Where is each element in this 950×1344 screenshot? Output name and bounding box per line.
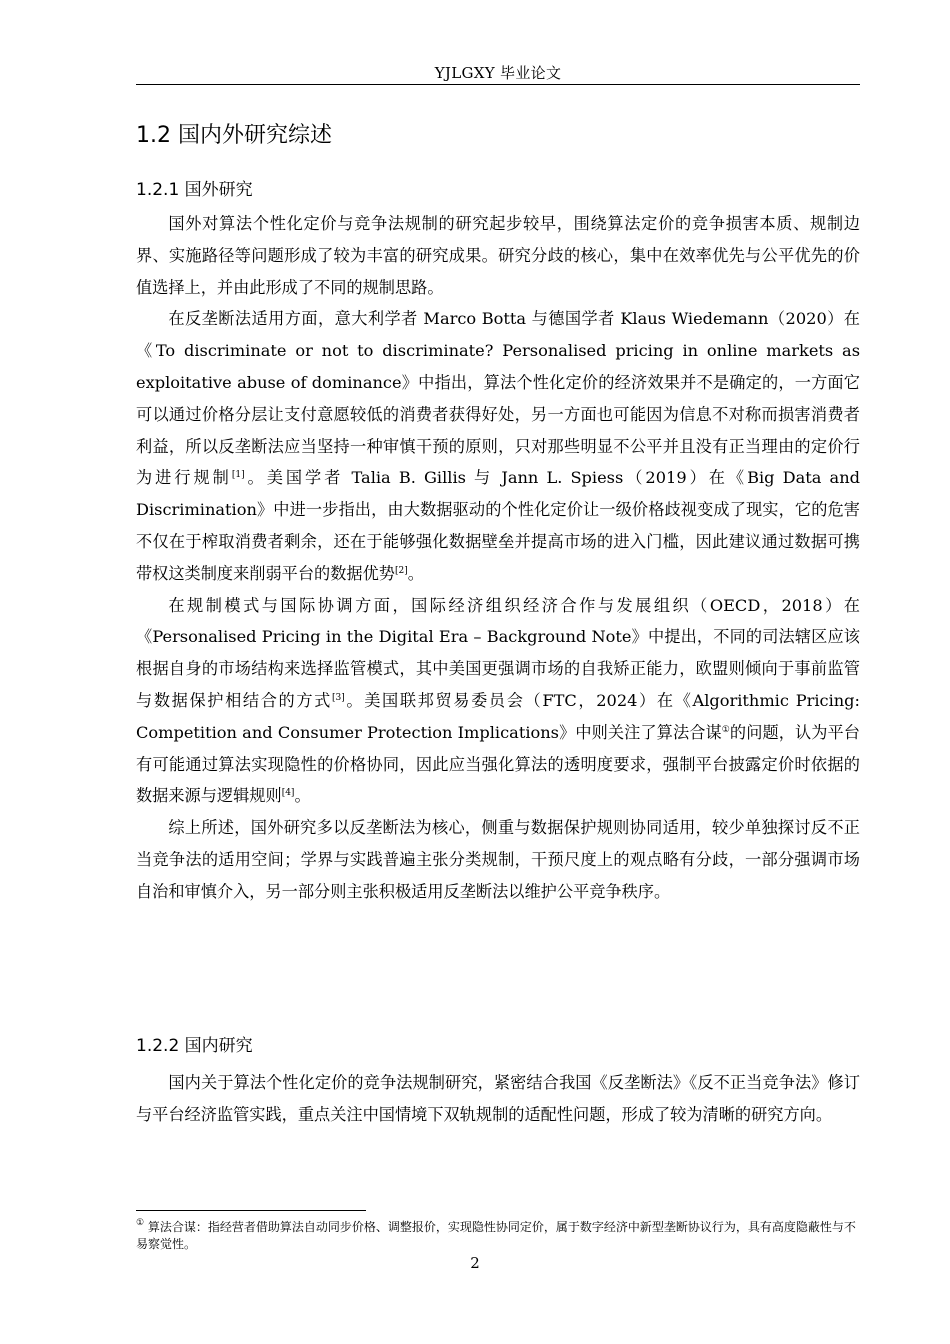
citation: [3] (332, 692, 345, 703)
footnote-marker: ① (136, 1218, 145, 1228)
footnote-rule (136, 1210, 366, 1211)
citation: [2] (395, 565, 408, 576)
paragraph: 国外对算法个性化定价与竞争法规制的研究起步较早，围绕算法定价的竞争损害本质、规制边界、实施路径等问题形成了较为丰富的研究成果。研究分歧的核心，集中在效率优先与公平优先的价值选择上，并由此形成了不同的规制思路。 (136, 214, 860, 297)
paragraph-text: 。 (407, 563, 424, 583)
domestic-research-body (136, 1067, 860, 1131)
subsection-heading-foreign: 1.2.1 国外研究 (136, 180, 253, 200)
footnote (136, 1219, 860, 1252)
paragraph: 国内关于算法个性化定价的竞争法规制研究，紧密结合我国《反垄断法》《反不正当竞争法》修订与平台经济监管实践，重点关注中国情境下双轨规制的适配性问题，形成了较为清晰的研究方向。 (136, 1073, 860, 1124)
paragraph: 综上所述，国外研究多以反垄断法为核心，侧重与数据保护规则协同适用，较少单独探讨反不正当竞争法的适用空间；学界与实践普遍主张分类规制，干预尺度上的观点略有分歧，一部分强调市场自治和审慎介入，另一部分则主张积极适用反垄断法以维护公平竞争秩序。 (136, 818, 860, 901)
section-heading: 1.2 国内外研究综述 (136, 123, 332, 148)
paragraph (136, 590, 860, 813)
paragraph (136, 303, 860, 589)
footnote-text: 算法合谋：指经营者借助算法自动同步价格、调整报价，实现隐性协同定价，属于数字经济中新型垄断协议行为，具有高度隐蔽性与不易察觉性。 (136, 1220, 856, 1251)
paragraph-text: 。 (294, 786, 311, 806)
header-rule (136, 84, 860, 85)
paragraph-text: 。美国学者 Talia B. Gillis 与 Jann L. Spiess（2019）在《Big Data and Discrimination》中进一步指出，由大数据驱动的个性化定价让一级价格歧视变成了现实，它的危害不仅在于榨取消费者剩余，还在于能够强化数据壁垒并提高市场的进入门槛，因此建议通过数据可携带权这类制度来削弱平台的数据优势 (136, 468, 860, 583)
paragraph-text: 的问题，认为平台有可能通过算法实现隐性的价格协同，因此应当强化算法的透明度要求，强制平台披露定价时依据的数据来源与逻辑规则 (136, 722, 860, 806)
paragraph-text: 在规制模式与国际协调方面，国际经济组织经济合作与发展组织（OECD，2018）在《Personalised Pricing in the Digital Era – Background Note》中提出，不同的司法辖区应该根据自身的市场结构来选择监管模式，其中美国更强调市场的自我矫正能力，欧盟则倾向于事前监管与数据保护相结合的方式 (136, 595, 860, 710)
citation: [4] (281, 788, 295, 799)
paragraph-text: 。美国联邦贸易委员会（FTC，2024）在《Algorithmic Pricing: Competition and Consumer Protection Implications》中则关注了算法合谋 (136, 690, 860, 742)
running-header: YJLGXY 毕业论文 (434, 64, 562, 82)
foreign-research-body (136, 208, 860, 908)
footnote-marker[interactable]: ① (721, 724, 730, 735)
page-number: 2 (470, 1254, 480, 1272)
subsection-heading-domestic: 1.2.2 国内研究 (136, 1036, 253, 1056)
paragraph-text: 在反垄断法适用方面，意大利学者 Marco Botta 与德国学者 Klaus Wiedemann（2020）在《To discriminate or not to discriminate? Personalised pricing in online markets as exploitative abuse of dominance》中指出，算法个性化定价的经济效果并不是确定的，一方面它可以通过价格分层让支付意愿较低的消费者获得好处，另一方面也可能因为信息不对称而损害消费者利益，所以反垄断法应当坚持一种审慎干预的原则，只对那些明显不公平并且没有正当理由的定价行为进行规制 (136, 309, 860, 488)
citation: [1] (231, 470, 245, 481)
